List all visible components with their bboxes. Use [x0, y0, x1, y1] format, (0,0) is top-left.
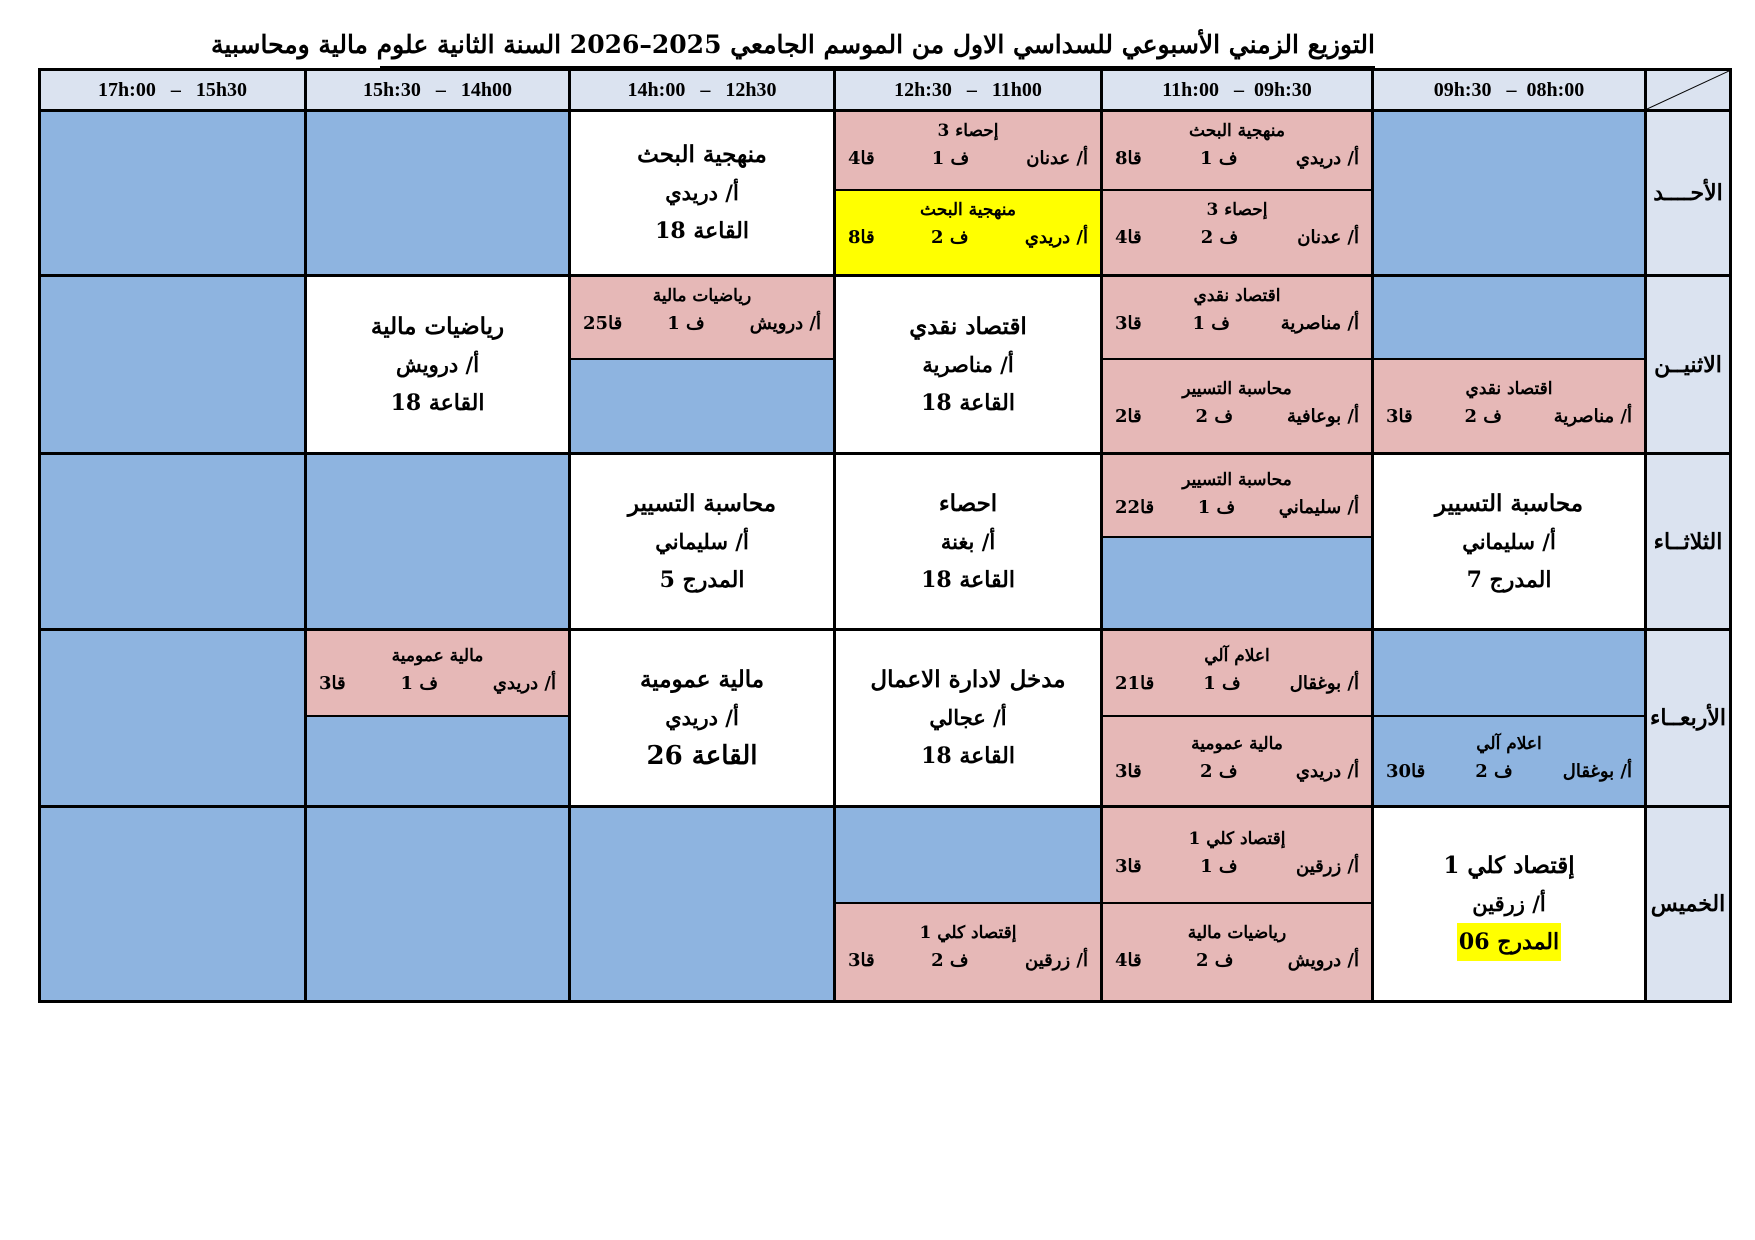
empty-slot: [571, 360, 833, 452]
empty-slot: [41, 455, 304, 628]
time-slot-header: 17h:00 – 15h30: [41, 71, 304, 109]
tutorial-session: اعلام آلي أ/ بوغقال ف 2 قا30: [1374, 717, 1644, 805]
empty-slot: [307, 112, 568, 274]
lecture-session: مدخل لادارة الاعمال أ/ عجالي القاعة 18: [836, 631, 1100, 805]
empty-slot: [307, 455, 568, 628]
tutorial-session: إقتصاد كلي 1 أ/ زرقين ف 1 قا3: [1103, 808, 1371, 902]
lecture-session: محاسبة التسيير أ/ سليماني المدرج 5: [571, 455, 833, 628]
tutorial-session: مالية عمومية أ/ دريدي ف 1 قا3: [307, 631, 568, 715]
page-title: التوزيع الزمني الأسبوعي للسداسي الاول من الموسم الجامعي 2025–2026 السنة الثانية علوم مالية ومحاسبية: [380, 26, 1375, 68]
lecture-session: اقتصاد نقدي أ/ مناصرية القاعة 18: [836, 277, 1100, 452]
tutorial-session: محاسبة التسيير أ/ سليماني ف 1 قا22: [1103, 455, 1371, 536]
lecture-session: رياضيات مالية أ/ درويش القاعة 18: [307, 277, 568, 452]
time-slot-header: 15h:30 – 14h00: [307, 71, 568, 109]
time-slot-header: 14h:00 – 12h30: [571, 71, 833, 109]
tutorial-session: اقتصاد نقدي أ/ مناصرية ف 1 قا3: [1103, 277, 1371, 358]
empty-slot: [41, 631, 304, 805]
day-label: الأربعــاء: [1647, 631, 1729, 805]
tutorial-session: رياضيات مالية أ/ درويش ف 1 قا25: [571, 277, 833, 358]
empty-slot: [1374, 631, 1644, 715]
time-slot-header: 09h:30 – 08h:00: [1374, 71, 1644, 109]
empty-slot: [571, 808, 833, 1000]
corner-cell: [1647, 71, 1729, 109]
tutorial-session: محاسبة التسيير أ/ بوعافية ف 2 قا2: [1103, 360, 1371, 452]
tutorial-session: إحصاء 3 أ/ عدنان ف 2 قا4: [1103, 191, 1371, 274]
lecture-session: احصاء أ/ بغنة القاعة 18: [836, 455, 1100, 628]
lecture-session: منهجية البحث أ/ دريدي القاعة 18: [571, 112, 833, 274]
day-label: الخميس: [1647, 808, 1729, 1000]
lecture-session: مالية عمومية أ/ دريدي القاعة 26: [571, 631, 833, 805]
tutorial-session: اقتصاد نقدي أ/ مناصرية ف 2 قا3: [1374, 360, 1644, 452]
time-slot-header: 12h:30 – 11h00: [836, 71, 1100, 109]
empty-slot: [1374, 112, 1644, 274]
day-label: الأحــــد: [1647, 112, 1729, 274]
empty-slot: [307, 808, 568, 1000]
tutorial-session: مالية عمومية أ/ دريدي ف 2 قا3: [1103, 717, 1371, 805]
tutorial-session: إحصاء 3 أ/ عدنان ف 1 قا4: [836, 112, 1100, 189]
empty-slot: [1103, 538, 1371, 628]
tutorial-session-highlighted: منهجية البحث أ/ دريدي ف 2 قا8: [836, 191, 1100, 274]
lecture-session: إقتصاد كلي 1 أ/ زرقين المدرج 06: [1374, 808, 1644, 1000]
tutorial-session: إقتصاد كلي 1 أ/ زرقين ف 2 قا3: [836, 904, 1100, 1000]
empty-slot: [41, 277, 304, 452]
time-slot-header: 11h:00 – 09h:30: [1103, 71, 1371, 109]
tutorial-session: منهجية البحث أ/ دريدي ف 1 قا8: [1103, 112, 1371, 189]
day-label: الثلاثــاء: [1647, 455, 1729, 628]
empty-slot: [1374, 277, 1644, 358]
empty-slot: [41, 808, 304, 1000]
empty-slot: [307, 717, 568, 805]
timetable-grid: [38, 68, 1732, 1003]
tutorial-session: رياضيات مالية أ/ درويش ف 2 قا4: [1103, 904, 1371, 1000]
empty-slot: [41, 112, 304, 274]
empty-slot: [836, 808, 1100, 902]
tutorial-session: اعلام آلي أ/ بوغقال ف 1 قا21: [1103, 631, 1371, 715]
lecture-session: محاسبة التسيير أ/ سليماني المدرج 7: [1374, 455, 1644, 628]
day-label: الاثنيــن: [1647, 277, 1729, 452]
